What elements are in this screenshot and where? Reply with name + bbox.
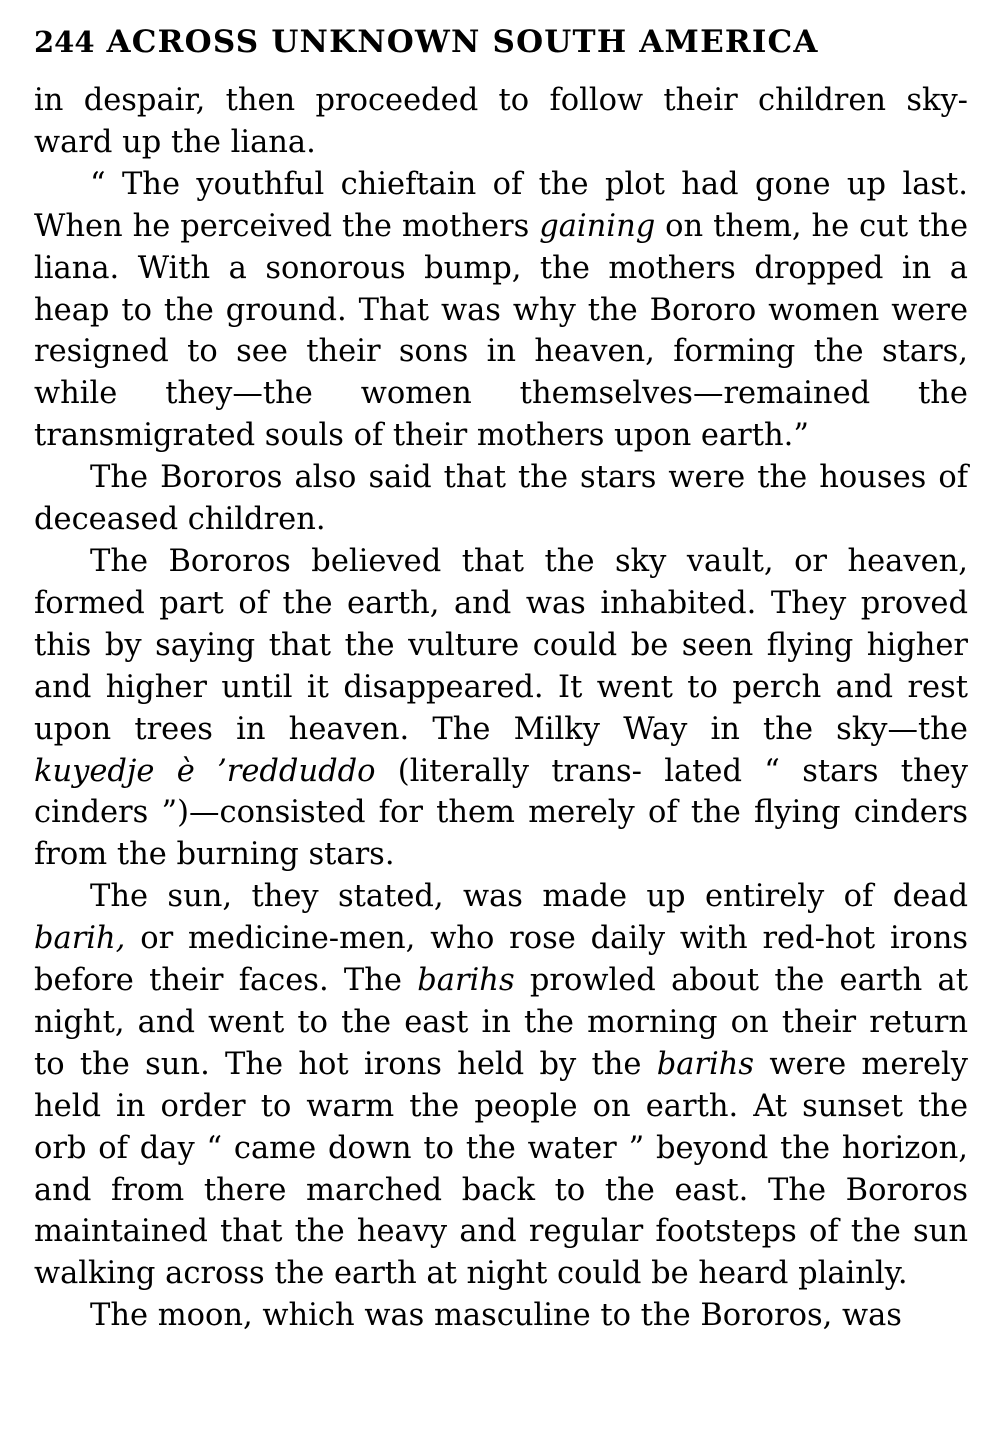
text-run: on them, he cut the liana. With a sonorous bump, the mothers dropped in a heap to the ground. That was why the Bororo women were resigned to see their sons in heaven, forming the stars, while they—the women themselves—remained the transmigrated souls of their mothers upon earth.” <box>34 208 968 454</box>
text-run: prowled about the earth at night, and went to the east in the morning on their return to the sun. The hot irons held by the <box>34 963 968 1082</box>
italic-text-run: barihs <box>656 1046 755 1082</box>
text-run: The sun, they stated, was made up entirely of dead <box>90 879 968 915</box>
paragraph-5 <box>34 876 968 1295</box>
page-header <box>34 24 968 74</box>
text-run: “ The youthful chieftain of the plot had gone up last. When he perceived the mothers <box>34 166 968 244</box>
body-text <box>34 80 968 1337</box>
italic-text-run: kuyedje è ’redduddo <box>34 753 376 789</box>
running-title: ACROSS UNKNOWN SOUTH AMERICA <box>106 24 819 60</box>
italic-text-run: barihs <box>417 963 515 999</box>
text-run: in despair, then proceeded to follow their children sky- ward up the liana. <box>34 83 968 160</box>
paragraph-4 <box>34 541 968 876</box>
text-run: The Bororos believed that the sky vault, or heaven, formed part of the earth, and was inhabited. They proved this by saying that the vulture could be seen flying higher and higher until it disappeared. It went to perch and rest upon trees in heaven. The Milky Way in the sky—the <box>34 543 968 747</box>
paragraph-3 <box>34 457 968 541</box>
page-number: 244 <box>34 25 95 59</box>
italic-text-run: barih, <box>34 921 126 957</box>
book-page <box>34 24 968 1424</box>
text-run: were merely held in order to warm the people on earth. At sunset the orb of day “ came down to the water ” beyond the horizon, and from there marched back to the east. The Bororos maintained that the heavy and regular footsteps of the sun walking across the earth at night could be heard plainly. <box>34 1046 968 1292</box>
text-run: The Bororos also said that the stars were the houses of deceased children. <box>34 460 968 538</box>
paragraph-1 <box>34 80 968 164</box>
paragraph-6 <box>34 1295 968 1337</box>
text-run: The moon, which was masculine to the Bororos, was <box>90 1298 902 1334</box>
paragraph-2 <box>34 164 968 457</box>
italic-text-run: gaining <box>539 208 656 244</box>
text-run: (literally trans- lated “ stars they cinders ”)—consisted for them merely of the flying cinders from the burning stars. <box>34 753 968 873</box>
text-run: or medicine-men, who rose daily with red-hot irons before their faces. The <box>34 921 968 999</box>
